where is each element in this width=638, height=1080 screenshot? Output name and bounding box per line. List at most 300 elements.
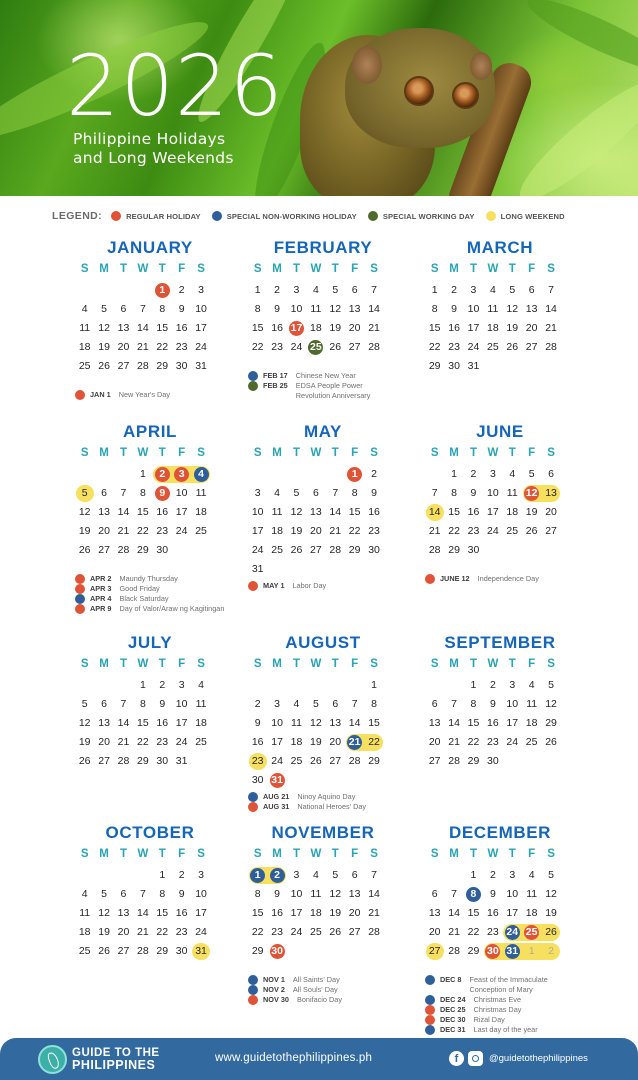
day-cell[interactable]: 6 xyxy=(548,468,554,480)
holiday-day-cell[interactable]: 2 xyxy=(153,465,172,484)
day-cell[interactable]: 29 xyxy=(428,360,441,372)
day-cell[interactable]: 28 xyxy=(329,544,342,556)
day-cell[interactable]: 14 xyxy=(545,303,557,315)
day-cell[interactable]: 11 xyxy=(195,487,207,499)
day-cell[interactable]: 25 xyxy=(525,736,538,748)
day-cell[interactable]: 4 xyxy=(274,487,280,499)
day-cell[interactable]: 6 xyxy=(351,869,358,881)
day-cell[interactable]: 8 xyxy=(371,698,377,710)
day-cell[interactable]: 10 xyxy=(195,303,207,315)
day-cell[interactable]: 5 xyxy=(81,487,88,499)
day-cell[interactable]: 20 xyxy=(545,506,557,518)
day-cell[interactable]: 25 xyxy=(506,525,519,537)
day-cell[interactable]: 27 xyxy=(310,544,322,556)
day-cell[interactable]: 25 xyxy=(195,525,207,537)
day-cell[interactable]: 23 xyxy=(175,341,188,353)
day-cell[interactable]: 24 xyxy=(467,341,480,353)
day-cell[interactable]: 13 xyxy=(428,717,441,729)
day-cell[interactable]: 24 xyxy=(195,341,207,353)
day-cell[interactable]: 7 xyxy=(120,698,127,710)
day-cell[interactable]: 30 xyxy=(251,774,264,786)
day-cell[interactable]: 17 xyxy=(175,506,188,518)
day-cell[interactable]: 19 xyxy=(98,926,110,938)
day-cell[interactable]: 8 xyxy=(470,698,477,710)
holiday-day-cell[interactable]: 31 xyxy=(503,942,522,961)
day-cell[interactable]: 2 xyxy=(489,869,496,881)
day-cell[interactable]: 24 xyxy=(251,544,264,556)
day-cell[interactable]: 19 xyxy=(310,736,322,748)
day-cell[interactable]: 12 xyxy=(78,717,91,729)
day-cell[interactable]: 7 xyxy=(371,284,377,296)
day-cell[interactable]: 10 xyxy=(175,698,188,710)
day-cell[interactable]: 11 xyxy=(526,888,538,900)
holiday-day-cell[interactable]: 1 xyxy=(345,465,364,484)
day-cell[interactable]: 21 xyxy=(117,525,130,537)
day-cell[interactable]: 12 xyxy=(329,303,342,315)
day-cell[interactable]: 7 xyxy=(139,888,146,900)
day-cell[interactable]: 24 xyxy=(195,926,207,938)
day-cell[interactable]: 21 xyxy=(428,525,441,537)
day-cell[interactable]: 20 xyxy=(117,341,130,353)
day-cell[interactable]: 20 xyxy=(348,907,361,919)
day-cell[interactable]: 23 xyxy=(368,525,380,537)
day-cell[interactable]: 6 xyxy=(431,888,438,900)
day-cell[interactable]: 10 xyxy=(487,487,499,499)
holiday-day-cell[interactable]: 9 xyxy=(153,484,172,503)
day-cell[interactable]: 15 xyxy=(428,322,441,334)
day-cell[interactable]: 21 xyxy=(368,907,380,919)
day-cell[interactable]: 29 xyxy=(156,945,169,957)
day-cell[interactable]: 1 xyxy=(431,284,438,296)
holiday-day-cell[interactable]: 31 xyxy=(267,771,286,790)
day-cell[interactable]: 9 xyxy=(254,717,261,729)
day-cell[interactable]: 22 xyxy=(448,525,460,537)
day-cell[interactable]: 3 xyxy=(198,284,204,296)
day-cell[interactable]: 7 xyxy=(431,487,438,499)
day-cell[interactable]: 18 xyxy=(525,907,538,919)
holiday-day-cell[interactable]: 4 xyxy=(191,465,210,484)
day-cell[interactable]: 18 xyxy=(310,907,322,919)
day-cell[interactable]: 30 xyxy=(487,755,499,767)
day-cell[interactable]: 19 xyxy=(525,506,538,518)
day-cell[interactable]: 13 xyxy=(428,907,441,919)
day-cell[interactable]: 27 xyxy=(98,544,110,556)
day-cell[interactable]: 5 xyxy=(293,487,300,499)
day-cell[interactable]: 12 xyxy=(290,506,303,518)
website-link[interactable]: www.guidetothephilippines.ph xyxy=(215,1052,373,1064)
day-cell[interactable]: 16 xyxy=(156,717,169,729)
day-cell[interactable]: 16 xyxy=(271,322,283,334)
day-cell[interactable]: 28 xyxy=(117,544,130,556)
day-cell[interactable]: 6 xyxy=(120,888,127,900)
day-cell[interactable]: 25 xyxy=(487,341,499,353)
day-cell[interactable]: 17 xyxy=(467,322,480,334)
day-cell[interactable]: 2 xyxy=(470,468,477,480)
day-cell[interactable]: 26 xyxy=(545,736,557,748)
day-cell[interactable]: 30 xyxy=(448,360,460,372)
day-cell[interactable]: 21 xyxy=(368,322,380,334)
day-cell[interactable]: 29 xyxy=(137,755,149,767)
day-cell[interactable]: 12 xyxy=(98,322,110,334)
day-cell[interactable]: 27 xyxy=(545,525,557,537)
day-cell[interactable]: 2 xyxy=(254,698,261,710)
day-cell[interactable]: 27 xyxy=(348,926,361,938)
day-cell[interactable]: 19 xyxy=(329,322,342,334)
day-cell[interactable]: 16 xyxy=(368,506,380,518)
day-cell[interactable]: 4 xyxy=(198,679,204,691)
day-cell[interactable]: 30 xyxy=(467,544,480,556)
holiday-day-cell[interactable]: 24 xyxy=(503,923,522,942)
day-cell[interactable]: 21 xyxy=(448,926,460,938)
day-cell[interactable]: 24 xyxy=(271,755,283,767)
day-cell[interactable]: 4 xyxy=(312,869,319,881)
day-cell[interactable]: 17 xyxy=(506,717,519,729)
day-cell[interactable]: 24 xyxy=(175,736,188,748)
day-cell[interactable]: 21 xyxy=(117,736,130,748)
day-cell[interactable]: 19 xyxy=(78,525,91,537)
day-cell[interactable]: 14 xyxy=(117,506,130,518)
day-cell[interactable]: 11 xyxy=(487,303,499,315)
day-cell[interactable]: 21 xyxy=(545,322,557,334)
day-cell[interactable]: 17 xyxy=(506,907,519,919)
day-cell[interactable]: 14 xyxy=(329,506,342,518)
day-cell[interactable]: 12 xyxy=(545,888,557,900)
day-cell[interactable]: 2 xyxy=(451,284,457,296)
day-cell[interactable]: 5 xyxy=(528,468,535,480)
day-cell[interactable]: 30 xyxy=(175,945,188,957)
day-cell[interactable]: 4 xyxy=(81,888,88,900)
day-cell[interactable]: 13 xyxy=(525,303,538,315)
day-cell[interactable]: 15 xyxy=(448,506,460,518)
holiday-day-cell[interactable]: 21 xyxy=(345,733,364,752)
day-cell[interactable]: 3 xyxy=(178,679,185,691)
day-cell[interactable]: 15 xyxy=(467,907,480,919)
day-cell[interactable]: 18 xyxy=(78,341,91,353)
day-cell[interactable]: 23 xyxy=(271,926,283,938)
day-cell[interactable]: 3 xyxy=(470,284,477,296)
holiday-day-cell[interactable]: 1 xyxy=(248,866,267,885)
day-cell[interactable]: 27 xyxy=(348,341,361,353)
day-cell[interactable]: 16 xyxy=(448,322,460,334)
day-cell[interactable]: 29 xyxy=(467,755,480,767)
day-cell[interactable]: 10 xyxy=(506,698,519,710)
day-cell[interactable]: 3 xyxy=(489,468,496,480)
day-cell[interactable]: 22 xyxy=(137,525,149,537)
day-cell[interactable]: 5 xyxy=(548,679,554,691)
day-cell[interactable]: 14 xyxy=(137,322,149,334)
day-cell[interactable]: 23 xyxy=(487,926,499,938)
day-cell[interactable]: 14 xyxy=(448,907,460,919)
day-cell[interactable]: 10 xyxy=(175,487,188,499)
day-cell[interactable]: 1 xyxy=(451,468,457,480)
day-cell[interactable]: 26 xyxy=(78,755,91,767)
day-cell[interactable]: 28 xyxy=(348,755,361,767)
day-cell[interactable]: 4 xyxy=(528,869,535,881)
day-cell[interactable]: 13 xyxy=(329,717,342,729)
holiday-day-cell[interactable]: 12 xyxy=(522,484,541,503)
day-cell[interactable]: 9 xyxy=(371,487,377,499)
day-cell[interactable]: 29 xyxy=(545,717,557,729)
day-cell[interactable]: 9 xyxy=(489,888,496,900)
day-cell[interactable]: 22 xyxy=(368,736,380,748)
day-cell[interactable]: 1 xyxy=(139,468,146,480)
day-cell[interactable]: 6 xyxy=(351,284,358,296)
day-cell[interactable]: 1 xyxy=(371,679,377,691)
day-cell[interactable]: 28 xyxy=(137,360,149,372)
day-cell[interactable]: 3 xyxy=(198,869,204,881)
day-cell[interactable]: 27 xyxy=(525,341,538,353)
day-cell[interactable]: 21 xyxy=(137,341,149,353)
day-cell[interactable]: 9 xyxy=(274,303,280,315)
day-cell[interactable]: 10 xyxy=(251,506,264,518)
day-cell[interactable]: 29 xyxy=(156,360,169,372)
day-cell[interactable]: 31 xyxy=(467,360,480,372)
day-cell[interactable]: 18 xyxy=(506,506,519,518)
day-cell[interactable]: 8 xyxy=(431,303,438,315)
day-cell[interactable]: 29 xyxy=(467,945,480,957)
day-cell[interactable]: 20 xyxy=(525,322,538,334)
day-cell[interactable]: 21 xyxy=(329,525,342,537)
day-cell[interactable]: 28 xyxy=(117,755,130,767)
day-cell[interactable]: 6 xyxy=(431,698,438,710)
day-cell[interactable]: 27 xyxy=(428,755,441,767)
day-cell[interactable]: 7 xyxy=(451,888,457,900)
day-cell[interactable]: 19 xyxy=(506,322,519,334)
day-cell[interactable]: 5 xyxy=(81,698,88,710)
day-cell[interactable]: 21 xyxy=(448,736,460,748)
day-cell[interactable]: 22 xyxy=(348,525,361,537)
day-cell[interactable]: 2 xyxy=(178,869,185,881)
day-cell[interactable]: 8 xyxy=(254,888,261,900)
day-cell[interactable]: 23 xyxy=(156,525,169,537)
day-cell[interactable]: 12 xyxy=(98,907,110,919)
day-cell[interactable]: 18 xyxy=(525,717,538,729)
day-cell[interactable]: 11 xyxy=(79,907,91,919)
day-cell[interactable]: 27 xyxy=(117,360,130,372)
day-cell[interactable]: 15 xyxy=(156,907,169,919)
day-cell[interactable]: 30 xyxy=(368,544,380,556)
day-cell[interactable]: 13 xyxy=(310,506,322,518)
day-cell[interactable]: 8 xyxy=(351,487,358,499)
day-cell[interactable]: 15 xyxy=(156,322,169,334)
day-cell[interactable]: 15 xyxy=(137,506,149,518)
day-cell[interactable]: 8 xyxy=(159,303,166,315)
day-cell[interactable]: 7 xyxy=(120,487,127,499)
day-cell[interactable]: 18 xyxy=(195,717,207,729)
day-cell[interactable]: 16 xyxy=(487,907,499,919)
day-cell[interactable]: 7 xyxy=(351,698,358,710)
day-cell[interactable]: 29 xyxy=(348,544,361,556)
day-cell[interactable]: 23 xyxy=(487,736,499,748)
day-cell[interactable]: 12 xyxy=(310,717,322,729)
day-cell[interactable]: 8 xyxy=(254,303,261,315)
day-cell[interactable]: 16 xyxy=(251,736,264,748)
day-cell[interactable]: 23 xyxy=(448,341,460,353)
day-cell[interactable]: 8 xyxy=(139,698,146,710)
day-cell[interactable]: 17 xyxy=(195,907,207,919)
day-cell[interactable]: 15 xyxy=(251,907,264,919)
day-cell[interactable]: 19 xyxy=(329,907,342,919)
day-cell[interactable]: 14 xyxy=(448,717,460,729)
day-cell[interactable]: 13 xyxy=(117,907,130,919)
day-cell[interactable]: 6 xyxy=(101,698,107,710)
day-cell[interactable]: 28 xyxy=(368,341,380,353)
day-cell[interactable]: 12 xyxy=(506,303,519,315)
day-cell[interactable]: 25 xyxy=(78,945,91,957)
day-cell[interactable]: 30 xyxy=(175,360,188,372)
day-cell[interactable]: 21 xyxy=(137,926,149,938)
day-cell[interactable]: 9 xyxy=(178,303,185,315)
day-cell[interactable]: 28 xyxy=(545,341,557,353)
day-cell[interactable]: 23 xyxy=(251,755,264,767)
day-cell[interactable]: 24 xyxy=(487,525,499,537)
day-cell[interactable]: 25 xyxy=(78,360,91,372)
day-cell[interactable]: 27 xyxy=(329,755,342,767)
day-cell[interactable]: 9 xyxy=(178,888,185,900)
day-cell[interactable]: 18 xyxy=(271,525,283,537)
day-cell[interactable]: 26 xyxy=(525,525,538,537)
day-cell[interactable]: 5 xyxy=(332,284,339,296)
holiday-day-cell[interactable]: 3 xyxy=(172,465,191,484)
day-cell[interactable]: 6 xyxy=(528,284,535,296)
day-cell[interactable]: 26 xyxy=(545,926,557,938)
day-cell[interactable]: 22 xyxy=(467,926,480,938)
day-cell[interactable]: 28 xyxy=(448,945,460,957)
day-cell[interactable]: 19 xyxy=(98,341,110,353)
day-cell[interactable]: 20 xyxy=(98,736,110,748)
day-cell[interactable]: 17 xyxy=(290,907,303,919)
day-cell[interactable]: 22 xyxy=(251,926,264,938)
day-cell[interactable]: 30 xyxy=(156,544,169,556)
day-cell[interactable]: 14 xyxy=(117,717,130,729)
day-cell[interactable]: 10 xyxy=(467,303,480,315)
day-cell[interactable]: 22 xyxy=(156,926,169,938)
day-cell[interactable]: 16 xyxy=(487,717,499,729)
day-cell[interactable]: 4 xyxy=(312,284,319,296)
day-cell[interactable]: 3 xyxy=(509,679,516,691)
day-cell[interactable]: 2 xyxy=(371,468,377,480)
day-cell[interactable]: 30 xyxy=(156,755,169,767)
day-cell[interactable]: 3 xyxy=(293,869,300,881)
day-cell[interactable]: 17 xyxy=(251,525,264,537)
holiday-day-cell[interactable]: 25 xyxy=(306,338,325,357)
day-cell[interactable]: 4 xyxy=(293,698,300,710)
day-cell[interactable]: 26 xyxy=(98,360,110,372)
day-cell[interactable]: 22 xyxy=(467,736,480,748)
day-cell[interactable]: 11 xyxy=(310,303,322,315)
day-cell[interactable]: 9 xyxy=(159,698,166,710)
day-cell[interactable]: 7 xyxy=(139,303,146,315)
day-cell[interactable]: 12 xyxy=(78,506,91,518)
day-cell[interactable]: 16 xyxy=(271,907,283,919)
day-cell[interactable]: 6 xyxy=(332,698,339,710)
day-cell[interactable]: 11 xyxy=(195,698,207,710)
day-cell[interactable]: 28 xyxy=(368,926,380,938)
day-cell[interactable]: 14 xyxy=(428,506,441,518)
day-cell[interactable]: 9 xyxy=(489,698,496,710)
day-cell[interactable]: 25 xyxy=(310,926,322,938)
day-cell[interactable]: 1 xyxy=(470,679,477,691)
day-cell[interactable]: 14 xyxy=(348,717,361,729)
day-cell[interactable]: 24 xyxy=(175,525,188,537)
day-cell[interactable]: 11 xyxy=(291,717,302,729)
day-cell[interactable]: 18 xyxy=(487,322,499,334)
day-cell[interactable]: 22 xyxy=(156,341,169,353)
day-cell[interactable]: 18 xyxy=(290,736,303,748)
day-cell[interactable]: 15 xyxy=(137,717,149,729)
day-cell[interactable]: 13 xyxy=(348,888,361,900)
day-cell[interactable]: 27 xyxy=(428,945,441,957)
day-cell[interactable]: 29 xyxy=(251,945,264,957)
day-cell[interactable]: 9 xyxy=(274,888,280,900)
day-cell[interactable]: 18 xyxy=(310,322,322,334)
day-cell[interactable]: 23 xyxy=(271,341,283,353)
day-cell[interactable]: 19 xyxy=(78,736,91,748)
day-cell[interactable]: 15 xyxy=(467,717,480,729)
day-cell[interactable]: 29 xyxy=(448,544,460,556)
day-cell[interactable]: 8 xyxy=(139,487,146,499)
day-cell[interactable]: 2 xyxy=(159,679,166,691)
day-cell[interactable]: 13 xyxy=(98,717,110,729)
day-cell[interactable]: 20 xyxy=(310,525,322,537)
day-cell[interactable]: 1 xyxy=(159,869,166,881)
day-cell[interactable]: 3 xyxy=(293,284,300,296)
day-cell[interactable]: 17 xyxy=(271,736,283,748)
day-cell[interactable]: 18 xyxy=(78,926,91,938)
day-cell[interactable]: 31 xyxy=(175,755,188,767)
day-cell[interactable]: 5 xyxy=(312,698,319,710)
day-cell[interactable]: 16 xyxy=(175,322,188,334)
day-cell[interactable]: 13 xyxy=(545,487,557,499)
day-cell[interactable]: 1 xyxy=(254,284,261,296)
day-cell[interactable]: 3 xyxy=(254,487,261,499)
day-cell[interactable]: 4 xyxy=(81,303,88,315)
day-cell[interactable]: 14 xyxy=(137,907,149,919)
day-cell[interactable]: 5 xyxy=(101,888,107,900)
day-cell[interactable]: 4 xyxy=(528,679,535,691)
day-cell[interactable]: 10 xyxy=(290,303,303,315)
day-cell[interactable]: 10 xyxy=(290,888,303,900)
day-cell[interactable]: 26 xyxy=(78,544,91,556)
day-cell[interactable]: 15 xyxy=(368,717,380,729)
day-cell[interactable]: 7 xyxy=(548,284,554,296)
day-cell[interactable]: 26 xyxy=(329,926,342,938)
day-cell[interactable]: 11 xyxy=(526,698,538,710)
day-cell[interactable]: 24 xyxy=(506,736,519,748)
day-cell[interactable]: 1 xyxy=(470,869,477,881)
day-cell[interactable]: 13 xyxy=(117,322,130,334)
day-cell[interactable]: 2 xyxy=(178,284,185,296)
day-cell[interactable]: 11 xyxy=(310,888,322,900)
day-cell[interactable]: 10 xyxy=(506,888,519,900)
day-cell[interactable]: 7 xyxy=(451,698,457,710)
day-cell[interactable]: 3 xyxy=(274,698,280,710)
day-cell[interactable]: 31 xyxy=(195,945,207,957)
day-cell[interactable]: 20 xyxy=(428,736,441,748)
day-cell[interactable]: 26 xyxy=(290,544,303,556)
day-cell[interactable]: 20 xyxy=(98,525,110,537)
day-cell[interactable]: 16 xyxy=(156,506,169,518)
day-cell[interactable]: 6 xyxy=(120,303,127,315)
facebook-icon[interactable]: f xyxy=(449,1051,464,1066)
day-cell[interactable]: 27 xyxy=(117,945,130,957)
day-cell[interactable]: 1 xyxy=(139,679,146,691)
day-cell[interactable]: 20 xyxy=(117,926,130,938)
day-cell[interactable]: 23 xyxy=(175,926,188,938)
day-cell[interactable]: 4 xyxy=(489,284,496,296)
day-cell[interactable]: 29 xyxy=(368,755,380,767)
day-cell[interactable]: 25 xyxy=(195,736,207,748)
